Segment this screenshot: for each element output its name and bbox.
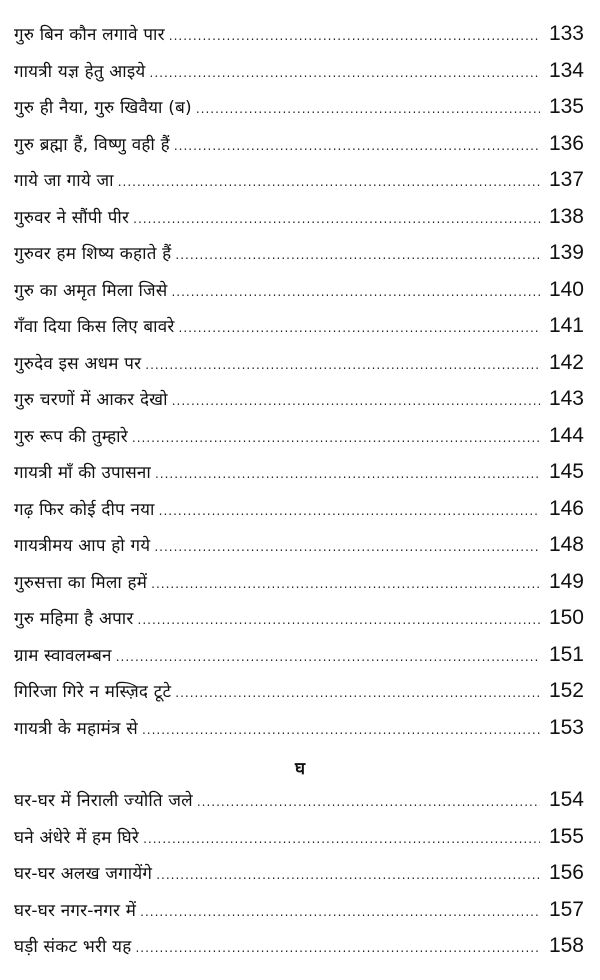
dot-leader — [155, 456, 540, 493]
dot-leader — [145, 347, 540, 384]
entry-page-number: 146 — [548, 496, 584, 520]
entry-title: गुरु रूप की तुम्हारे — [14, 426, 128, 447]
entry-title: घर-घर अलख जगायेंगे — [14, 864, 153, 884]
entry-page-number: 153 — [548, 715, 584, 739]
entry-title: गुरु ब्रह्मा हैं, विष्णु वही हैं — [14, 134, 170, 155]
dot-leader — [133, 201, 540, 238]
index-list-gha — [14, 782, 584, 965]
index-entry — [14, 53, 584, 90]
entry-page-number: 155 — [548, 824, 584, 848]
index-entry — [14, 819, 584, 856]
section-heading-gha: घ — [294, 759, 306, 779]
entry-title: गाये जा गाये जा — [14, 171, 114, 191]
index-entry — [14, 16, 584, 53]
index-entry — [14, 710, 584, 747]
dot-leader — [196, 91, 540, 128]
entry-page-number: 151 — [548, 642, 584, 666]
entry-title: गायत्री यज्ञ हेतु आइये — [14, 61, 146, 82]
index-entry — [14, 491, 584, 528]
index-entry — [14, 345, 584, 382]
entry-page-number: 134 — [548, 58, 584, 82]
entry-title: गुरु चरणों में आकर देखो — [14, 390, 168, 410]
dot-leader — [132, 420, 540, 457]
entry-page-number: 139 — [548, 241, 584, 264]
entry-page-number: 141 — [548, 314, 584, 337]
entry-title: गुरुसत्ता का मिला हमें — [14, 572, 148, 593]
dot-leader — [140, 894, 540, 931]
entry-page-number: 135 — [548, 95, 584, 118]
index-entry — [14, 782, 584, 819]
dot-leader — [116, 639, 540, 676]
dot-leader — [179, 310, 540, 347]
entry-title: गुरुवर ने सौंपी पीर — [14, 207, 130, 228]
index-entry — [14, 673, 584, 710]
entry-page-number: 150 — [548, 606, 584, 629]
entry-title: गायत्री माँ की उपासना — [14, 463, 151, 483]
entry-page-number: 144 — [548, 423, 584, 447]
entry-title: घर-घर नगर-नगर में — [14, 900, 137, 921]
dot-leader — [175, 675, 540, 712]
entry-title: गुरु महिमा है अपार — [14, 609, 134, 629]
entry-page-number: 145 — [548, 460, 584, 483]
entry-page-number: 158 — [548, 934, 584, 957]
entry-title: गुरु बिन कौन लगावे पार — [14, 25, 165, 45]
entry-title: गुरुवर हम शिष्य कहाते हैं — [14, 244, 172, 264]
dot-leader — [169, 18, 540, 55]
index-entry — [14, 855, 584, 892]
dot-leader — [174, 128, 540, 165]
entry-page-number: 140 — [548, 277, 584, 301]
dot-leader — [175, 237, 540, 274]
index-entry — [14, 892, 584, 929]
entry-title: ग्राम स्वावलम्बन — [14, 645, 112, 666]
dot-leader — [135, 930, 540, 967]
index-entry — [14, 418, 584, 455]
dot-leader — [142, 712, 540, 749]
dot-leader — [171, 274, 540, 311]
entry-title: गुरु का अमृत मिला जिसे — [14, 280, 168, 301]
entry-page-number: 156 — [548, 861, 584, 884]
entry-page-number: 133 — [548, 22, 584, 45]
index-entry — [14, 272, 584, 309]
dot-leader — [150, 55, 541, 92]
index-entry — [14, 162, 584, 199]
entry-title: घड़ी संकट भरी यह — [14, 937, 132, 957]
entry-page-number: 138 — [548, 204, 584, 228]
entry-page-number: 152 — [548, 679, 584, 702]
entry-page-number: 142 — [548, 350, 584, 374]
index-entry — [14, 637, 584, 674]
entry-title: गुरुदेव इस अधम पर — [14, 353, 142, 374]
index-entry — [14, 564, 584, 601]
dot-leader — [159, 493, 540, 530]
index-entry — [14, 600, 584, 637]
index-entry — [14, 381, 584, 418]
entry-page-number: 154 — [548, 788, 584, 811]
entry-title: गायत्री के महामंत्र से — [14, 718, 138, 739]
dot-leader — [143, 821, 540, 858]
dot-leader — [138, 602, 540, 639]
index-entry — [14, 928, 584, 965]
index-entry — [14, 454, 584, 491]
index-entry — [14, 235, 584, 272]
dot-leader — [151, 566, 540, 603]
index-list-ga — [14, 16, 584, 746]
entry-title: गुरु ही नैया, गुरु खिवैया (ब) — [14, 98, 192, 118]
index-entry — [14, 126, 584, 163]
index-entry — [14, 527, 584, 564]
entry-title: गँवा दिया किस लिए बावरे — [14, 317, 175, 337]
entry-page-number: 143 — [548, 387, 584, 410]
dot-leader — [154, 529, 540, 566]
dot-leader — [197, 784, 540, 821]
entry-page-number: 149 — [548, 569, 584, 593]
dot-leader — [172, 383, 540, 420]
entry-page-number: 148 — [548, 533, 584, 556]
index-entry — [14, 308, 584, 345]
entry-title: घने अंधेरे में हम घिरे — [14, 827, 140, 848]
index-entry — [14, 199, 584, 236]
index-entry — [14, 89, 584, 126]
entry-page-number: 136 — [548, 131, 584, 155]
entry-page-number: 137 — [548, 168, 584, 191]
entry-title: गायत्रीमय आप हो गये — [14, 536, 151, 556]
dot-leader — [156, 857, 540, 894]
entry-title: गिरिजा गिरे न मस्ज़िद टूटे — [14, 682, 172, 702]
entry-title: घर-घर में निराली ज्योति जले — [14, 791, 193, 811]
dot-leader — [118, 164, 540, 201]
entry-page-number: 157 — [548, 897, 584, 921]
entry-title: गढ़ फिर कोई दीप नया — [14, 499, 155, 520]
